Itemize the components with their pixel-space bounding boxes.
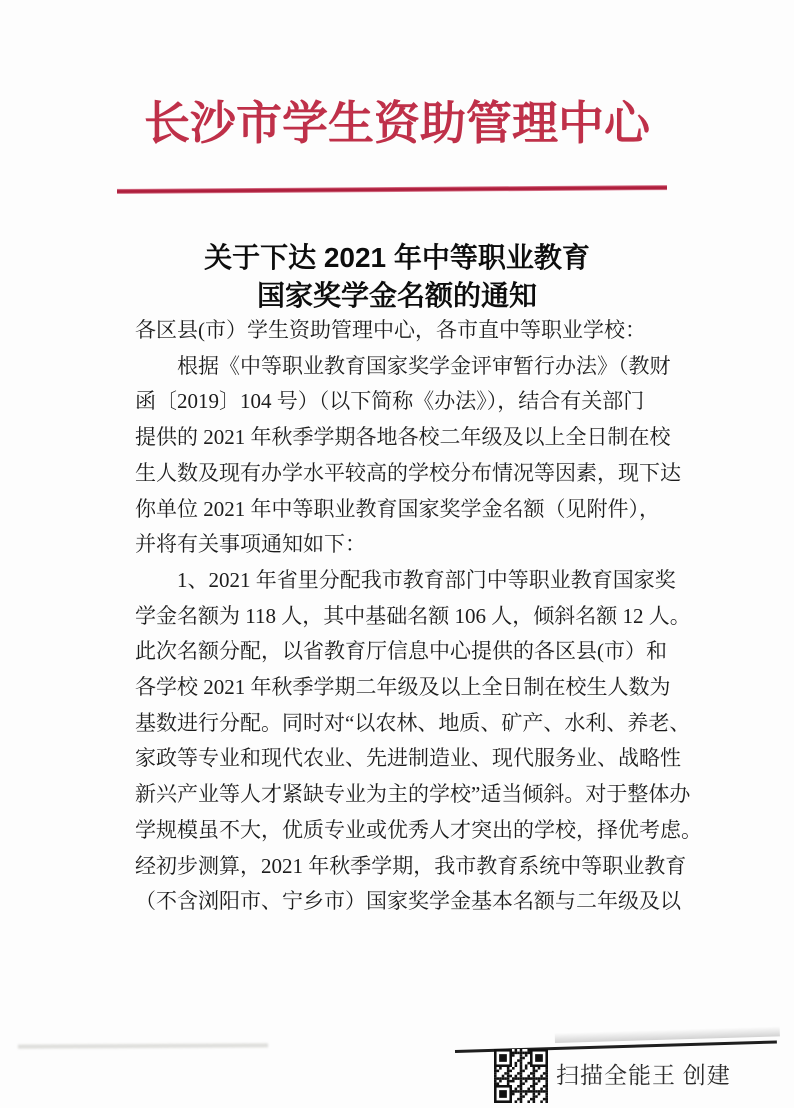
body-line: 此次名额分配，以省教育厅信息中心提供的各区县(市）和 <box>135 639 667 664</box>
body-line: （不含浏阳市、宁乡市）国家奖学金基本名额与二年级及以 <box>135 889 681 914</box>
document-title <box>0 239 794 315</box>
document-title-line1: 关于下达 2021 年中等职业教育 <box>204 242 590 273</box>
scan-smudge <box>18 1043 268 1048</box>
body-line: 1、2021 年省里分配我市教育部门中等职业教育国家奖 <box>177 567 676 592</box>
body-line: 你单位 2021 年中等职业教育国家奖学金名额（见附件）， <box>135 496 660 521</box>
body-line: 提供的 2021 年秋季学期各地各校二年级及以上全日制在校 <box>135 425 671 450</box>
body-line: 学规模虽不大，优质专业或优秀人才突出的学校，择优考虑。 <box>135 817 702 842</box>
body-line: 经初步测算，2021 年秋季学期，我市教育系统中等职业教育 <box>135 853 687 878</box>
body-line: 函〔2019〕104 号）（以下简称《办法》），结合有关部门 <box>135 389 645 414</box>
body-line: 学金名额为 118 人，其中基础名额 106 人，倾斜名额 12 人。 <box>135 603 691 628</box>
body-line: 各区县(市）学生资助管理中心，各市直中等职业学校： <box>135 318 646 342</box>
body-line: 基数进行分配。同时对“以农林、地质、矿产、水利、养老、 <box>135 710 691 735</box>
body-line: 根据《中等职业教育国家奖学金评审暂行办法》（教财 <box>177 353 671 378</box>
body-line: 并将有关事项通知如下： <box>135 532 366 557</box>
body-line: 新兴产业等人才紧缺专业为主的学校”适当倾斜。对于整体办 <box>135 782 691 807</box>
body-line: 各学校 2021 年秋季学期二年级及以上全日制在校生人数为 <box>135 675 671 700</box>
qr-code-icon <box>494 1049 548 1103</box>
scanner-watermark: 扫描全能王 创建 <box>556 1063 731 1088</box>
letterhead-org-name: 长沙市学生资助管理中心 <box>144 98 650 149</box>
document-body <box>135 313 755 920</box>
document-title-line2: 国家奖学金名额的通知 <box>256 280 537 311</box>
body-line: 生人数及现有办学水平较高的学校分布情况等因素，现下达 <box>135 460 681 485</box>
body-line: 家政等专业和现代农业、先进制造业、现代服务业、战略性 <box>135 746 681 771</box>
letterhead-divider <box>117 185 667 194</box>
